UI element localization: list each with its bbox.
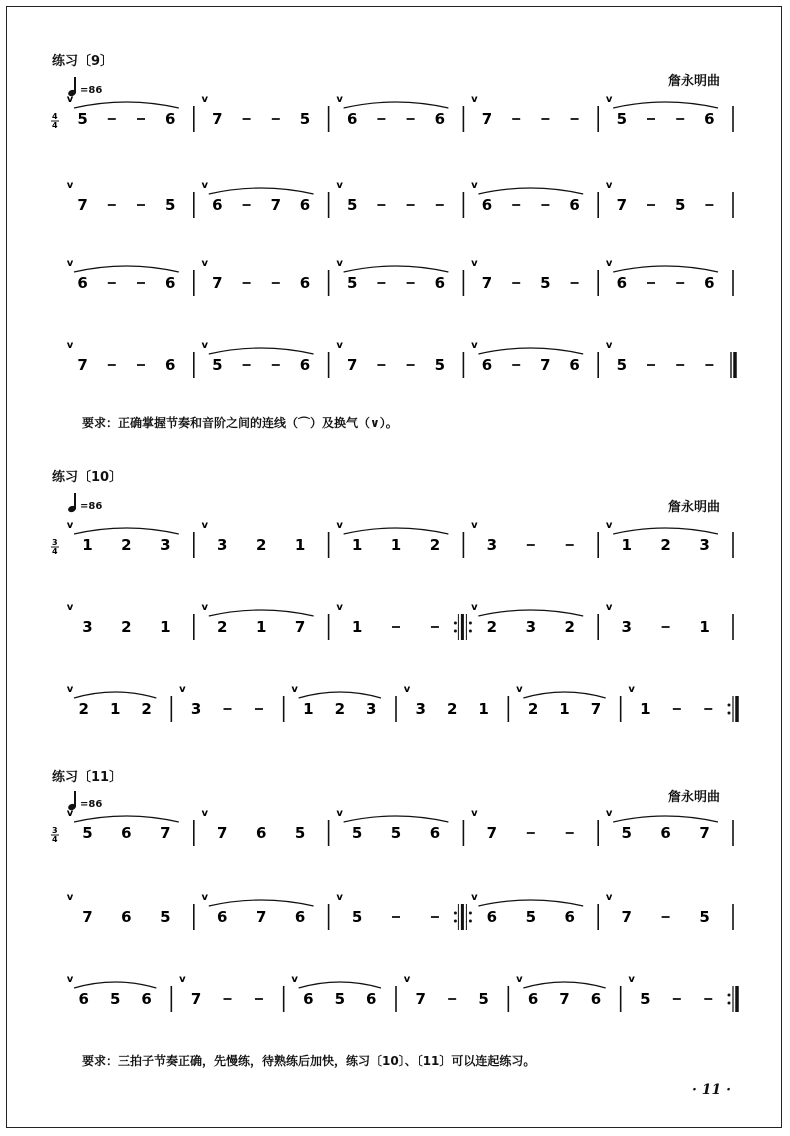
tempo-value: =86 — [80, 85, 103, 96]
breath-mark-icon: v — [66, 974, 74, 985]
repeat-dot — [469, 630, 472, 633]
slur-arc — [209, 188, 314, 194]
note-digit: 6 — [294, 908, 306, 926]
tempo-value: =86 — [80, 501, 103, 512]
slur-arc — [478, 348, 583, 354]
note-digit: 6 — [704, 274, 715, 292]
repeat-dot — [454, 630, 457, 633]
repeat-dot — [454, 912, 457, 915]
repeat-dot — [728, 704, 731, 707]
note-digit: 6 — [486, 908, 498, 926]
breath-mark-icon: v — [201, 180, 209, 191]
note-digit: 7 — [77, 356, 88, 374]
breath-mark-icon: v — [66, 602, 74, 613]
note-digit: 7 — [415, 990, 426, 1008]
breath-mark-icon: v — [605, 892, 613, 903]
breath-mark-icon: v — [66, 94, 74, 105]
note-digit: 6 — [255, 824, 267, 842]
note-digit: 7 — [481, 110, 493, 128]
time-signature-bottom: 4 — [52, 835, 58, 844]
note-digit: 5 — [674, 196, 686, 214]
note-digit: 2 — [527, 700, 539, 718]
note-digit: 5 — [540, 274, 551, 292]
slur-arc — [74, 982, 156, 988]
breath-mark-icon: v — [179, 974, 186, 985]
note-digit: 6 — [299, 356, 311, 374]
note-digit: 5 — [621, 824, 632, 842]
breath-mark-icon: v — [336, 180, 343, 191]
slur-arc — [74, 266, 179, 272]
breath-mark-icon: v — [336, 892, 343, 903]
note-digit: 7 — [270, 196, 282, 214]
note-digit: 7 — [486, 824, 498, 842]
breath-mark-icon: v — [336, 808, 343, 819]
breath-mark-icon: v — [201, 520, 209, 531]
note-digit: 7 — [160, 824, 171, 842]
breath-mark-icon: v — [66, 808, 74, 819]
breath-mark-icon: v — [201, 258, 209, 269]
note-digit: 5 — [640, 990, 651, 1008]
note-digit: 7 — [590, 700, 602, 718]
note-digit: 6 — [121, 908, 132, 926]
note-digit: 6 — [164, 356, 176, 374]
note-digit: 5 — [299, 110, 311, 128]
note-digit: 6 — [704, 110, 715, 128]
note-digit: 5 — [478, 990, 489, 1008]
slur-arc — [478, 610, 583, 616]
note-digit: 1 — [699, 618, 710, 636]
note-digit: 6 — [481, 356, 493, 374]
note-digit: 7 — [540, 356, 551, 374]
note-digit: 2 — [121, 536, 132, 554]
note-digit: 6 — [564, 908, 575, 926]
exercise-10-title: 练习〔10〕 — [52, 470, 123, 485]
note-digit: 3 — [621, 618, 632, 636]
breath-mark-icon: v — [201, 808, 209, 819]
note-digit: 6 — [78, 990, 89, 1008]
slur-arc — [209, 900, 314, 906]
note-digit: 7 — [294, 618, 306, 636]
note-digit: 1 — [640, 700, 651, 718]
breath-mark-icon: v — [179, 684, 186, 695]
note-digit: 1 — [109, 700, 121, 718]
note-digit: 3 — [415, 700, 426, 718]
note-digit: 2 — [217, 618, 228, 636]
note-digit: 5 — [82, 824, 93, 842]
breath-mark-icon: v — [66, 892, 74, 903]
slur-arc — [478, 188, 583, 194]
note-digit: 7 — [217, 824, 228, 842]
repeat-dot — [728, 1002, 731, 1005]
breath-mark-icon: v — [605, 180, 613, 191]
repeat-dot — [728, 712, 731, 715]
note-digit: 6 — [141, 990, 152, 1008]
slur-arc — [613, 528, 718, 534]
note-digit: 6 — [77, 274, 88, 292]
breath-mark-icon: v — [605, 520, 613, 531]
note-digit: 3 — [366, 700, 377, 718]
note-digit: 5 — [212, 356, 223, 374]
exercise-9-requirement: 要求：正确掌握节奏和音阶之间的连线（⌒）及换气（∨）。 — [82, 416, 398, 430]
note-digit: 7 — [77, 196, 88, 214]
note-digit: 1 — [294, 536, 306, 554]
slur-arc — [74, 102, 179, 108]
slur-arc — [299, 982, 381, 988]
note-digit: 1 — [351, 536, 363, 554]
slur-arc — [209, 348, 314, 354]
note-digit: 6 — [569, 356, 580, 374]
breath-mark-icon: v — [291, 684, 298, 695]
note-digit: 1 — [559, 700, 570, 718]
slur-arc — [209, 610, 314, 616]
breath-mark-icon: v — [336, 258, 343, 269]
breath-mark-icon: v — [471, 892, 478, 903]
note-digit: 6 — [434, 110, 446, 128]
slur-arc — [344, 816, 449, 822]
note-digit: 1 — [478, 700, 489, 718]
note-digit: 5 — [334, 990, 346, 1008]
slur-arc — [478, 900, 583, 906]
note-digit: 2 — [78, 700, 89, 718]
breath-mark-icon: v — [516, 684, 523, 695]
note-digit: 5 — [164, 196, 176, 214]
note-digit: 3 — [160, 536, 171, 554]
note-digit: 7 — [212, 110, 223, 128]
breath-mark-icon: v — [291, 974, 298, 985]
breath-mark-icon: v — [403, 684, 411, 695]
note-digit: 5 — [351, 824, 363, 842]
note-digit: 6 — [366, 990, 377, 1008]
breath-mark-icon: v — [336, 602, 343, 613]
note-digit: 6 — [527, 990, 539, 1008]
slur-arc — [523, 692, 605, 698]
slur-arc — [523, 982, 605, 988]
slur-arc — [344, 528, 449, 534]
note-digit: 7 — [699, 824, 710, 842]
note-digit: 6 — [429, 824, 441, 842]
breath-mark-icon: v — [605, 258, 613, 269]
note-digit: 5 — [77, 110, 88, 128]
repeat-dot — [469, 622, 472, 625]
breath-mark-icon: v — [516, 974, 523, 985]
note-digit: 7 — [190, 990, 202, 1008]
note-digit: 7 — [559, 990, 570, 1008]
note-digit: 5 — [109, 990, 121, 1008]
exercise-11-title: 练习〔11〕 — [52, 770, 123, 785]
breath-mark-icon: v — [66, 340, 74, 351]
breath-mark-icon: v — [336, 94, 343, 105]
breath-mark-icon: v — [605, 94, 613, 105]
note-digit: 3 — [190, 700, 202, 718]
note-digit: 6 — [121, 824, 132, 842]
note-digit: 2 — [446, 700, 458, 718]
slur-arc — [74, 528, 179, 534]
note-digit: 5 — [616, 110, 628, 128]
note-digit: 1 — [390, 536, 402, 554]
slur-arc — [74, 692, 156, 698]
note-digit: 5 — [390, 824, 402, 842]
note-digit: 1 — [303, 700, 314, 718]
note-digit: 3 — [525, 618, 537, 636]
slur-arc — [74, 816, 179, 822]
breath-mark-icon: v — [403, 974, 411, 985]
breath-mark-icon: v — [628, 684, 635, 695]
note-digit: 7 — [481, 274, 493, 292]
note-digit: 5 — [160, 908, 171, 926]
note-digit: 6 — [164, 274, 176, 292]
breath-mark-icon: v — [471, 520, 478, 531]
note-digit: 5 — [346, 274, 358, 292]
repeat-dot — [469, 912, 472, 915]
note-digit: 5 — [434, 356, 446, 374]
time-signature-top: 3 — [52, 538, 58, 547]
note-digit: 6 — [346, 110, 358, 128]
note-digit: 2 — [255, 536, 267, 554]
note-digit: 6 — [616, 274, 628, 292]
note-digit: 2 — [121, 618, 132, 636]
exercise-11-requirement: 要求：三拍子节奏正确，先慢练，待熟练后加快，练习〔10〕、〔11〕可以连起练习。 — [82, 1054, 536, 1068]
time-signature-top: 3 — [52, 826, 58, 835]
note-digit: 1 — [621, 536, 632, 554]
breath-mark-icon: v — [201, 94, 209, 105]
breath-mark-icon: v — [471, 602, 478, 613]
breath-mark-icon: v — [336, 520, 343, 531]
note-digit: 6 — [434, 274, 446, 292]
note-digit: 7 — [346, 356, 358, 374]
note-digit: 3 — [699, 536, 710, 554]
note-digit: 5 — [294, 824, 306, 842]
breath-mark-icon: v — [201, 602, 209, 613]
note-digit: 6 — [660, 824, 671, 842]
breath-mark-icon: v — [201, 340, 209, 351]
note-digit: 3 — [82, 618, 93, 636]
note-digit: 1 — [255, 618, 267, 636]
breath-mark-icon: v — [471, 340, 478, 351]
note-digit: 7 — [621, 908, 632, 926]
slur-arc — [344, 102, 449, 108]
note-digit: 6 — [481, 196, 493, 214]
slur-arc — [613, 816, 718, 822]
note-digit: 1 — [351, 618, 363, 636]
note-digit: 5 — [351, 908, 363, 926]
note-digit: 6 — [590, 990, 602, 1008]
note-digit: 2 — [486, 618, 498, 636]
breath-mark-icon: v — [336, 340, 343, 351]
note-digit: 3 — [486, 536, 498, 554]
breath-mark-icon: v — [66, 684, 74, 695]
note-digit: 6 — [164, 110, 176, 128]
breath-mark-icon: v — [605, 340, 613, 351]
note-digit: 7 — [255, 908, 267, 926]
note-digit: 5 — [699, 908, 710, 926]
note-digit: 7 — [616, 196, 628, 214]
breath-mark-icon: v — [605, 602, 613, 613]
breath-mark-icon: v — [201, 892, 209, 903]
note-digit: 6 — [569, 196, 580, 214]
breath-mark-icon: v — [66, 520, 74, 531]
note-digit: 6 — [303, 990, 314, 1008]
time-signature-bottom: 4 — [52, 547, 58, 556]
note-digit: 2 — [141, 700, 152, 718]
repeat-dot — [454, 622, 457, 625]
breath-mark-icon: v — [628, 974, 635, 985]
note-digit: 5 — [616, 356, 628, 374]
note-digit: 2 — [429, 536, 441, 554]
note-digit: 2 — [564, 618, 575, 636]
slur-arc — [299, 692, 381, 698]
note-digit: 6 — [212, 196, 223, 214]
breath-mark-icon: v — [605, 808, 613, 819]
note-digit: 2 — [334, 700, 346, 718]
repeat-dot — [454, 920, 457, 923]
note-digit: 2 — [660, 536, 671, 554]
exercise-9-composer: 詹永明曲 — [668, 74, 721, 89]
repeat-dot — [469, 920, 472, 923]
slur-arc — [613, 266, 718, 272]
slur-arc — [344, 266, 449, 272]
time-signature-bottom: 4 — [52, 121, 58, 130]
note-digit: 5 — [346, 196, 358, 214]
note-digit: 6 — [299, 274, 311, 292]
breath-mark-icon: v — [471, 808, 478, 819]
note-digit: 6 — [217, 908, 228, 926]
note-digit: 6 — [299, 196, 311, 214]
tempo-value: =86 — [80, 799, 103, 810]
exercise-9-title: 练习〔9〕 — [52, 54, 114, 69]
exercise-10-composer: 詹永明曲 — [668, 500, 721, 515]
note-digit: 3 — [217, 536, 228, 554]
exercise-11-composer: 詹永明曲 — [668, 790, 721, 805]
note-digit: 7 — [82, 908, 93, 926]
note-digit: 1 — [160, 618, 171, 636]
breath-mark-icon: v — [66, 258, 74, 269]
note-digit: 7 — [212, 274, 223, 292]
breath-mark-icon: v — [471, 94, 478, 105]
breath-mark-icon: v — [471, 180, 478, 191]
repeat-dot — [728, 994, 731, 997]
note-digit: 5 — [525, 908, 537, 926]
page-number: · 11 · — [692, 1082, 731, 1098]
slur-arc — [613, 102, 718, 108]
breath-mark-icon: v — [471, 258, 478, 269]
note-digit: 1 — [82, 536, 93, 554]
breath-mark-icon: v — [66, 180, 74, 191]
time-signature-top: 4 — [52, 112, 58, 121]
